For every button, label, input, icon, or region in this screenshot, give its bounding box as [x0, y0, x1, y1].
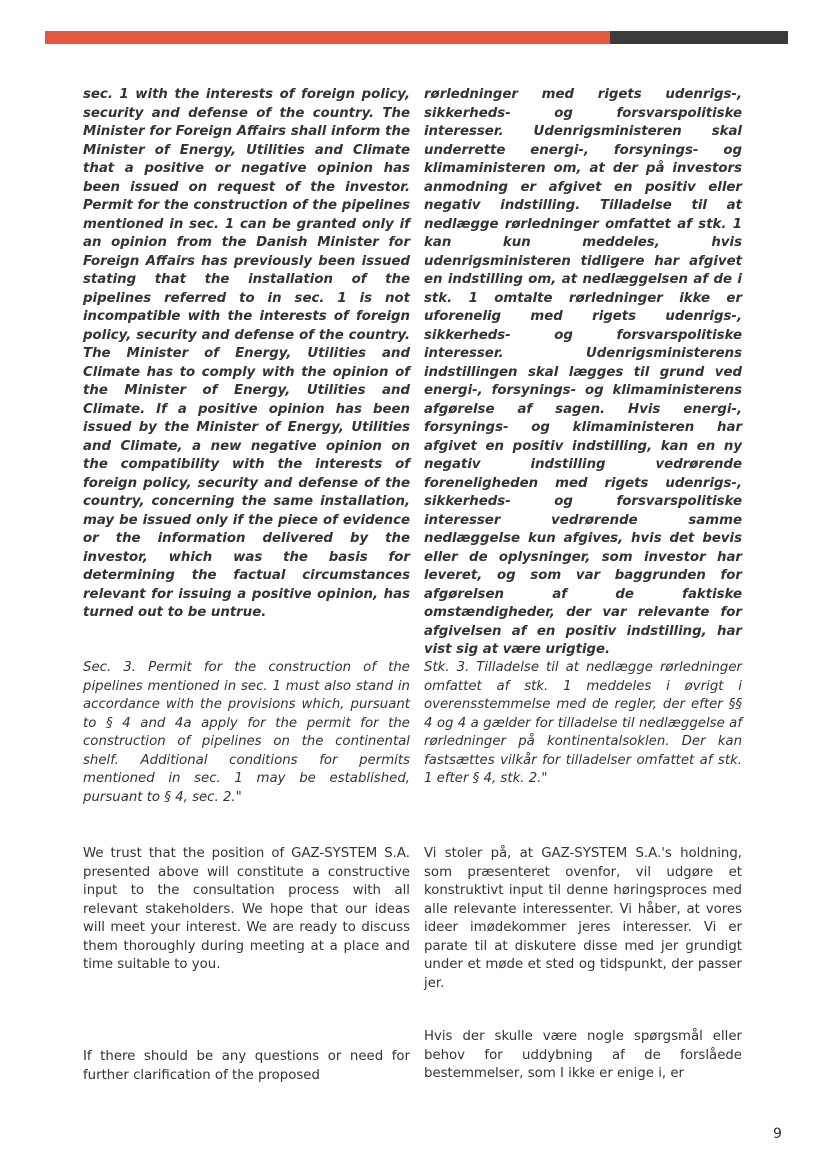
- danish-section-block-2: [424, 659, 742, 789]
- page-number: 9: [773, 1126, 782, 1142]
- danish-paragraph: Stk. 3. Tilladelse til at nedlægge rørledninger omfattet af stk. 1 meddeles i øvrigt i overensstemmelse med de regler, der efter §§ 4 og 4 a gælder for tilladelse til nedlæggelse af rørledninger på kontinentalsoklen. Der kan fastsættes vilkår for tilladelser omfattet af stk. 1 efter § 4, stk. 2.": [424, 660, 742, 786]
- danish-paragraph: rørledninger med rigets udenrigs-, sikkerheds- og forsvarspolitiske interesser. Udenrigsministeren skal underrette energi-, forsynings- og klimaministeren om, at der på investors anmodning er afgivet en positiv eller negativ indstilling. Tilladelse til at nedlægge rørledninger omfattet af stk. 1 kan kun meddeles, hvis udenrigsministeren tidligere har afgivet en indstilling om, at nedlæggelsen af de i stk. 1 omtalte rørledninger ikke er uforenelig med rigets udenrigs-, sikkerheds- og forsvarspolitiske interesser. Udenrigsministerens indstillingen skal lægges til grund ved energi-, forsynings- og klimaministerens afgørelse af sagen. Hvis energi-, forsynings- og klimaministeren har afgivet en positiv indstilling, kan en ny negativ indstilling vedrørende foreneligheden med rigets udenrigs-, sikkerheds- og forsvarspolitiske interesser vedrørende samme nedlæggelse kun afgives, hvis det bevis eller de oplysninger, som investor har leveret, og som var baggrunden for afgørelsen af de faktiske omstændigheder, der var relevante for afgivelsen af en positiv indstilling, har vist sig at være urigtige.: [424, 87, 742, 657]
- english-section-block-2: [83, 659, 410, 807]
- english-section-block-1: [83, 86, 410, 623]
- danish-section-block-4: [424, 1028, 742, 1084]
- danish-section-block-3: [424, 845, 742, 993]
- danish-paragraph: Hvis der skulle være nogle spørgsmål eller behov for uddybning af de forslåede bestemmelser, som I ikke er enige i, er: [424, 1029, 742, 1081]
- danish-section-block-1: [424, 86, 742, 660]
- header-bar-dark: [610, 31, 788, 44]
- english-paragraph: Sec. 3. Permit for the construction of the pipelines mentioned in sec. 1 must also stand in accordance with the provisions which, pursuant to § 4 and 4a apply for the permit for the construction of pipelines on the continental shelf. Additional conditions for permits mentioned in sec. 1 may be established, pursuant to § 4, sec. 2.": [83, 660, 410, 805]
- english-paragraph: If there should be any questions or need for further clarification of the proposed: [83, 1049, 410, 1083]
- danish-paragraph: Vi stoler på, at GAZ-SYSTEM S.A.'s holdning, som præsenteret ovenfor, vil udgøre et konstruktivt input til denne høringsproces med alle relevante interessenter. Vi håber, at vores ideer imødekommer jeres interesser. Vi er parate til at diskutere disse med jer grundigt under et møde et sted og tidspunkt, der passer jer.: [424, 846, 742, 991]
- english-paragraph: sec. 1 with the interests of foreign policy, security and defense of the country. The Minister for Foreign Affairs shall inform the Minister of Energy, Utilities and Climate that a positive or negative opinion has been issued on request of the investor. Permit for the construction of the pipelines mentioned in sec. 1 can be granted only if an opinion from the Danish Minister for Foreign Affairs has previously been issued stating that the installation of the pipelines referred to in sec. 1 is not incompatible with the interests of foreign policy, security and defense of the country. The Minister of Energy, Utilities and Climate has to comply with the opinion of the Minister of Energy, Utilities and Climate. If a positive opinion has been issued by the Minister of Energy, Utilities and Climate, a new negative opinion on the compatibility with the interests of foreign policy, security and defense of the country, concerning the same installation, may be issued only if the piece of evidence or the information delivered by the investor, which was the basis for determining the factual circumstances relevant for issuing a positive opinion, has turned out to be untrue.: [83, 87, 410, 620]
- english-paragraph: We trust that the position of GAZ-SYSTEM S.A. presented above will constitute a constructive input to the consultation process with all relevant stakeholders. We hope that our ideas will meet your interest. We are ready to discuss them thoroughly during meeting at a place and time suitable to you.: [83, 846, 410, 972]
- header-color-bar: [45, 31, 788, 44]
- header-bar-accent: [45, 31, 610, 44]
- english-section-block-4: [83, 1048, 410, 1085]
- english-section-block-3: [83, 845, 410, 975]
